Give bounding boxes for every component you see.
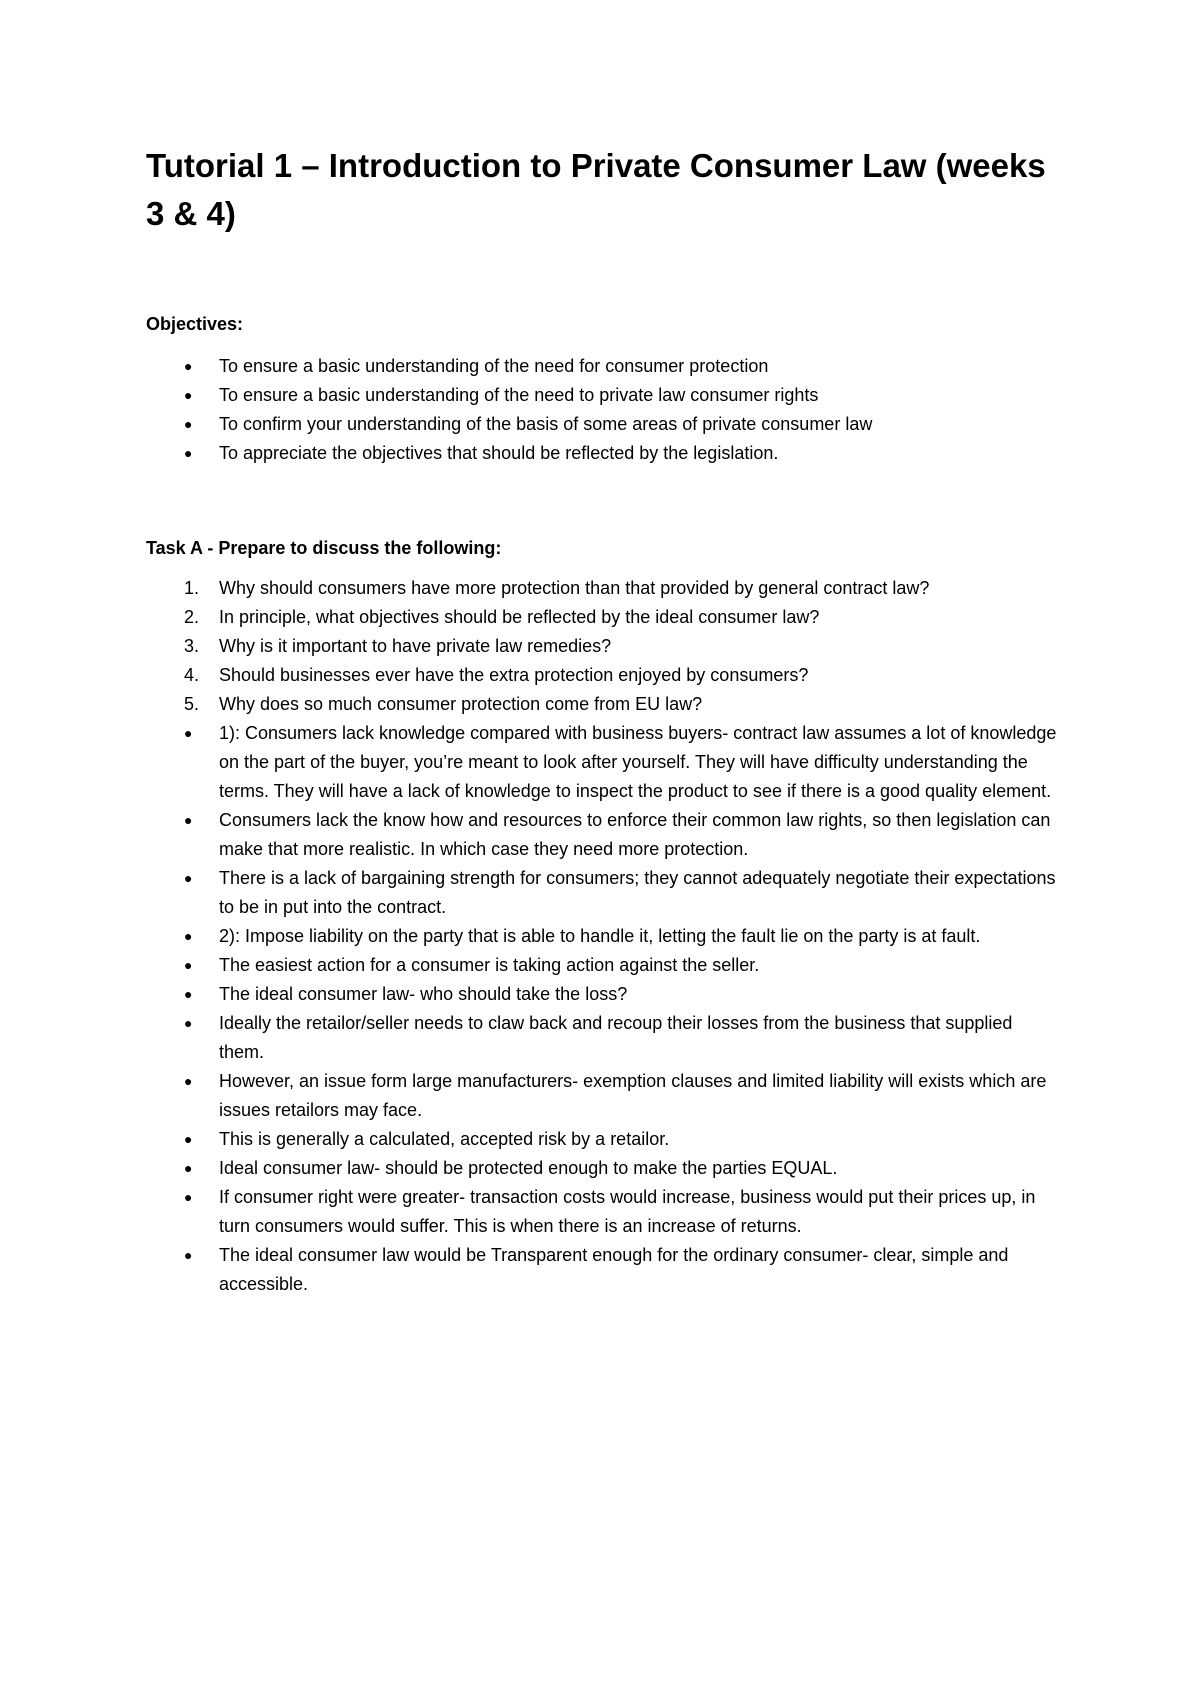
- list-item: 5. Why does so much consumer protection come from EU law?: [146, 690, 1060, 719]
- list-item: ● Consumers lack the know how and resources to enforce their common law rights, so then legislation can make that more realistic. In which case they need more protection.: [146, 806, 1060, 864]
- list-item: ● To appreciate the objectives that should be reflected by the legislation.: [146, 439, 1060, 468]
- bullet-icon: ●: [184, 928, 193, 944]
- objectives-list: [146, 352, 1060, 468]
- list-item: ● 1): Consumers lack knowledge compared with business buyers- contract law assumes a lot of knowledge on the part of the buyer, you’re meant to look after yourself. They will have difficulty understanding the terms. They will have a lack of knowledge to inspect the product to see if there is a good quality element.: [146, 719, 1060, 806]
- list-item: ● To confirm your understanding of the basis of some areas of private consumer law: [146, 410, 1060, 439]
- bullet-icon: ●: [184, 445, 193, 461]
- list-item: ● 2): Impose liability on the party that is able to handle it, letting the fault lie on the party is at fault.: [146, 922, 1060, 951]
- list-item: ● The ideal consumer law- who should take the loss?: [146, 980, 1060, 1009]
- list-item: ● There is a lack of bargaining strength for consumers; they cannot adequately negotiate their expectations to be in put into the contract.: [146, 864, 1060, 922]
- bullet-icon: ●: [184, 870, 193, 886]
- answers-q2b-list: [146, 1241, 1060, 1299]
- list-item: ● If consumer right were greater- transaction costs would increase, business would put their prices up, in turn consumers would suffer. This is when there is an increase of returns.: [146, 1183, 1060, 1241]
- list-item: 1. Why should consumers have more protection than that provided by general contract law?: [146, 574, 1060, 603]
- item-number: 3.: [184, 636, 200, 656]
- list-item: 2. In principle, what objectives should be reflected by the ideal consumer law?: [146, 603, 1060, 632]
- bullet-icon: ●: [184, 812, 193, 828]
- bullet-icon: ●: [184, 1073, 193, 1089]
- task-a-heading: Task A - Prepare to discuss the following:: [146, 538, 502, 558]
- objectives-heading: Objectives:: [146, 314, 244, 334]
- item-number: 1.: [184, 578, 200, 598]
- bullet-icon: ●: [184, 1015, 193, 1031]
- bullet-icon: ●: [184, 1131, 193, 1147]
- list-item: ● The easiest action for a consumer is taking action against the seller.: [146, 951, 1060, 980]
- list-item: ● Ideal consumer law- should be protected enough to make the parties EQUAL.: [146, 1154, 1060, 1183]
- list-item: ● This is generally a calculated, accepted risk by a retailor.: [146, 1125, 1060, 1154]
- list-item: ● Ideally the retailor/seller needs to claw back and recoup their losses from the business that supplied them.: [146, 1009, 1060, 1067]
- bullet-icon: ●: [184, 1189, 193, 1205]
- bullet-icon: ●: [184, 416, 193, 432]
- bullet-icon: ●: [184, 358, 193, 374]
- bullet-icon: ●: [184, 1160, 193, 1176]
- page-title: Tutorial 1 – Introduction to Private Consumer Law (weeks 3 & 4): [146, 147, 1046, 232]
- task-a-questions: [146, 574, 1060, 719]
- bullet-icon: ●: [184, 986, 193, 1002]
- item-number: 4.: [184, 665, 200, 685]
- item-number: 5.: [184, 694, 200, 714]
- answers-q1-list: [146, 719, 1060, 922]
- list-item: ● The ideal consumer law would be Transparent enough for the ordinary consumer- clear, simple and accessible.: [146, 1241, 1060, 1299]
- answers-q2-list: [146, 922, 1060, 1241]
- bullet-icon: ●: [184, 387, 193, 403]
- list-item: ● To ensure a basic understanding of the need to private law consumer rights: [146, 381, 1060, 410]
- list-item: ● However, an issue form large manufacturers- exemption clauses and limited liability will exists which are issues retailors may face.: [146, 1067, 1060, 1125]
- bullet-icon: ●: [184, 725, 193, 741]
- list-item: ● To ensure a basic understanding of the need for consumer protection: [146, 352, 1060, 381]
- bullet-icon: ●: [184, 1247, 193, 1263]
- list-item: 3. Why is it important to have private law remedies?: [146, 632, 1060, 661]
- item-number: 2.: [184, 607, 200, 627]
- bullet-icon: ●: [184, 957, 193, 973]
- list-item: 4. Should businesses ever have the extra protection enjoyed by consumers?: [146, 661, 1060, 690]
